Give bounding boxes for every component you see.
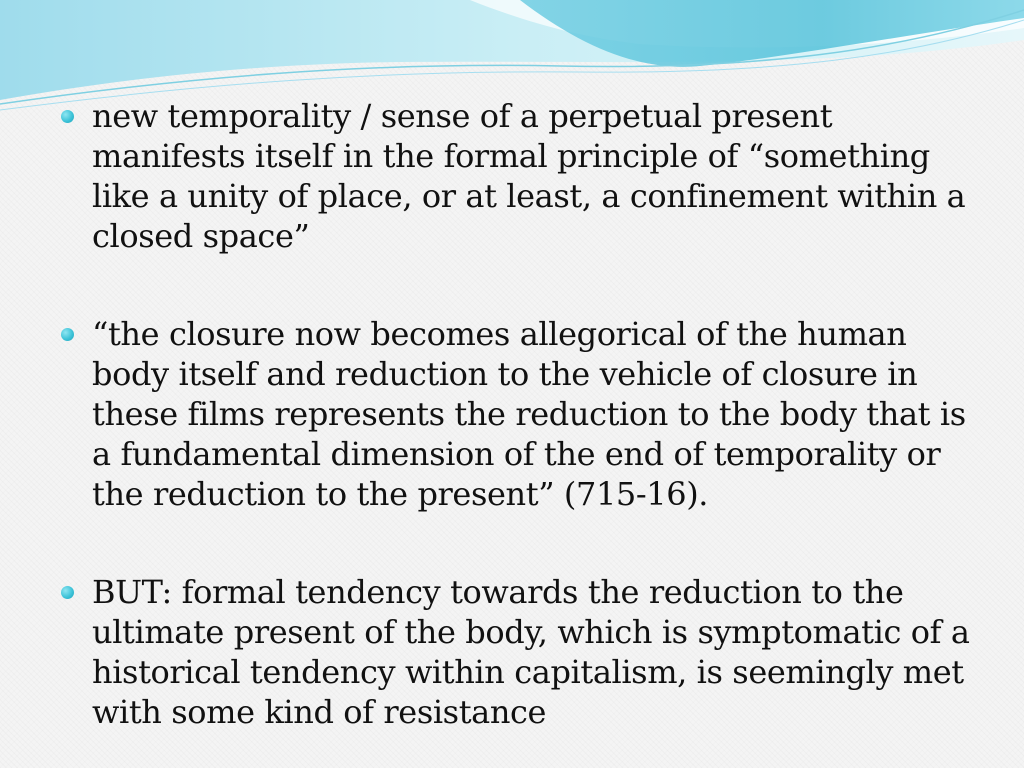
bullet-text: BUT: formal tendency towards the reduction to the ultimate present of the body, which is symptomatic of a historical tendency within capitalism, is seemingly met with some kind of resistance — [92, 573, 970, 731]
bullet-text: “the closure now becomes allegorical of the human body itself and reduction to the vehicle of closure in these films represents the reduction to the body that is a fundamental dimension of the end of temporality or the reduction to the present” (715-16). — [92, 315, 966, 513]
bullet-text: new temporality / sense of a perpetual present manifests itself in the formal principle of “something like a unity of place, or at least, a confinement within a closed space” — [92, 97, 966, 255]
bullet-dot-icon — [61, 586, 74, 599]
bullet-dot-icon — [61, 110, 74, 123]
bullet-dot-icon — [61, 328, 74, 341]
bullet-item — [60, 314, 980, 514]
bullet-item — [60, 96, 980, 256]
bullet-item — [60, 572, 980, 732]
